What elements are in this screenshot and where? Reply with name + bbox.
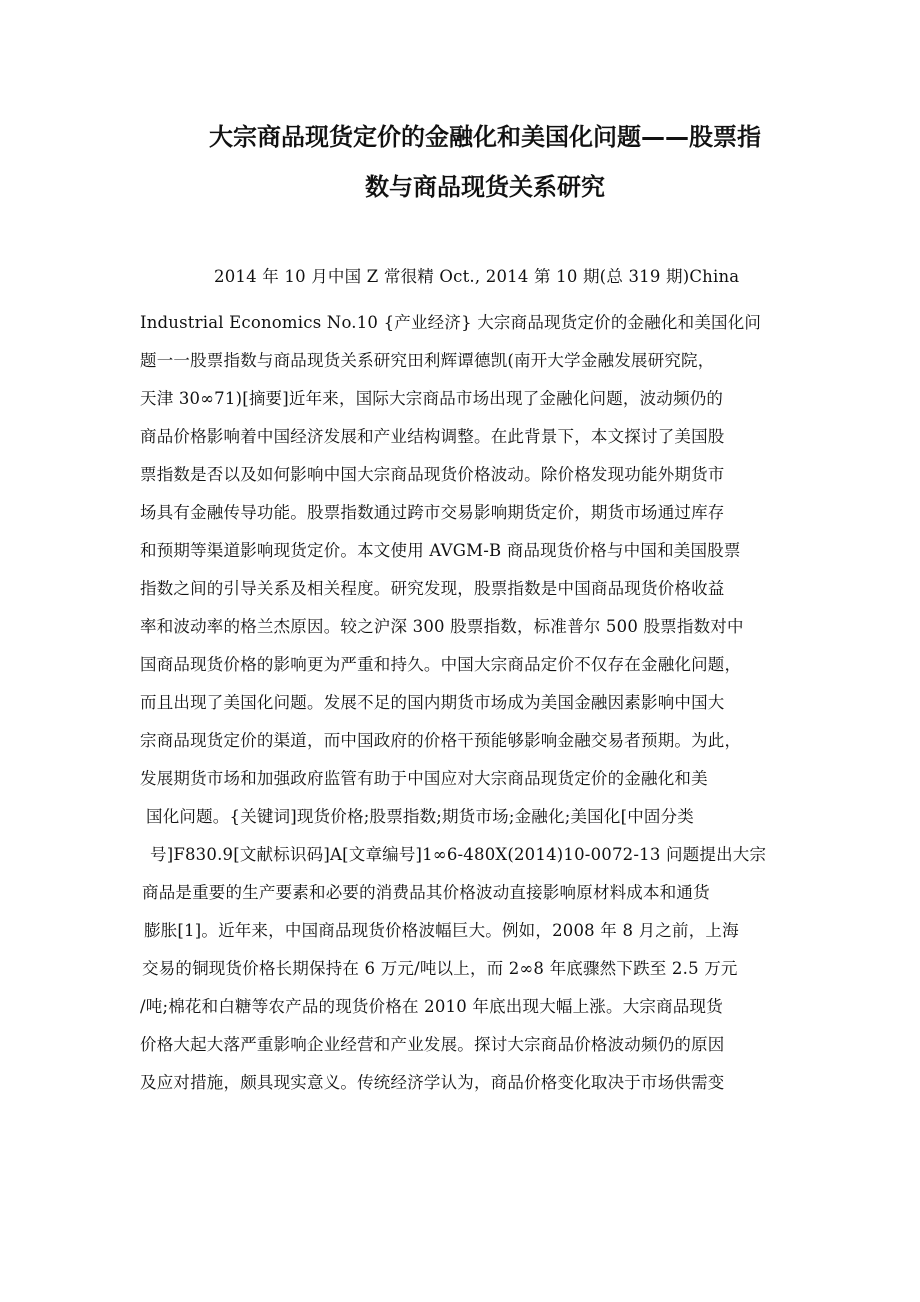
body-line-10: 率和波动率的格兰杰原因。较之沪深 300 股票指数，标准普尔 500 股票指数对中 [140,617,744,636]
body-line-18: 膨胀[1]。近年来，中国商品现货价格波幅巨大。例如，2008 年 8 月之前，上海 [144,921,739,940]
body-line-6: 票指数是否以及如何影响中国大宗商品现货价格波动。除价格发现功能外期货市 [140,465,725,484]
body-line-9: 指数之间的引导关系及相关程度。研究发现，股票指数是中国商品现货价格收益 [140,579,725,598]
body-line-13: 宗商品现货定价的渠道，而中国政府的价格干预能够影响金融交易者预期。为此， [140,731,742,750]
body-line-22: 及应对措施，颇具现实意义。传统经济学认为，商品价格变化取决于市场供需变 [140,1073,725,1092]
body-line-15: 国化问题。{关键词]现货价格;股票指数;期货市场;金融化;美国化[中固分类 [146,807,695,826]
body-line-12: 而且出现了美国化问题。发展不足的国内期货市场成为美国金融因素影响中国大 [140,693,725,712]
body-line-20: /吨;棉花和白糖等农产品的现货价格在 2010 年底出现大幅上涨。大宗商品现货 [140,997,723,1016]
document-title-line-1: 大宗商品现货定价的金融化和美国化问题——股票指 [209,123,761,151]
body-line-21: 价格大起大落严重影响企业经营和产业发展。探讨大宗商品价格波动频仍的原因 [140,1035,725,1054]
body-line-17: 商品是重要的生产要素和必要的消费品其价格波动直接影响原材料成本和通货 [142,883,710,902]
body-line-7: 场具有金融传导功能。股票指数通过跨市交易影响期货定价，期货市场通过库存 [140,503,725,522]
body-line-16: 号]F830.9[文献标识码]A[文章编号]1∞6-480X(2014)10-0072-13 问题提出大宗 [150,845,767,864]
body-line-5: 商品价格影响着中国经济发展和产业结构调整。在此背景下，本文探讨了美国股 [140,427,725,446]
body-line-8: 和预期等渠道影响现货定价。本文使用 AVGM-B 商品现货价格与中国和美国股票 [140,541,741,560]
body-line-2: Industrial Economics No.10 {产业经济} 大宗商品现货定价的金融化和美国化问 [140,313,762,332]
body-line-3: 题一一股票指数与商品现货关系研究田利辉谭德凯(南开大学金融发展研究院， [140,351,715,370]
body-line-4: 天津 30∞71)[摘要]近年来，国际大宗商品市场出现了金融化问题，波动频仍的 [140,389,724,408]
body-line-19: 交易的铜现货价格长期保持在 6 万元/吨以上，而 2∞8 年底骤然下跌至 2.5 万元 [142,959,738,978]
document-title-line-2: 数与商品现货关系研究 [365,173,605,201]
body-line-11: 国商品现货价格的影响更为严重和持久。中国大宗商品定价不仅存在金融化问题， [140,655,742,674]
body-line-14: 发展期货市场和加强政府监管有助于中国应对大宗商品现货定价的金融化和美 [140,769,708,788]
body-line-1: 2014 年 10 月中国 Z 常很精 Oct., 2014 第 10 期(总 319 期)China [214,267,740,286]
